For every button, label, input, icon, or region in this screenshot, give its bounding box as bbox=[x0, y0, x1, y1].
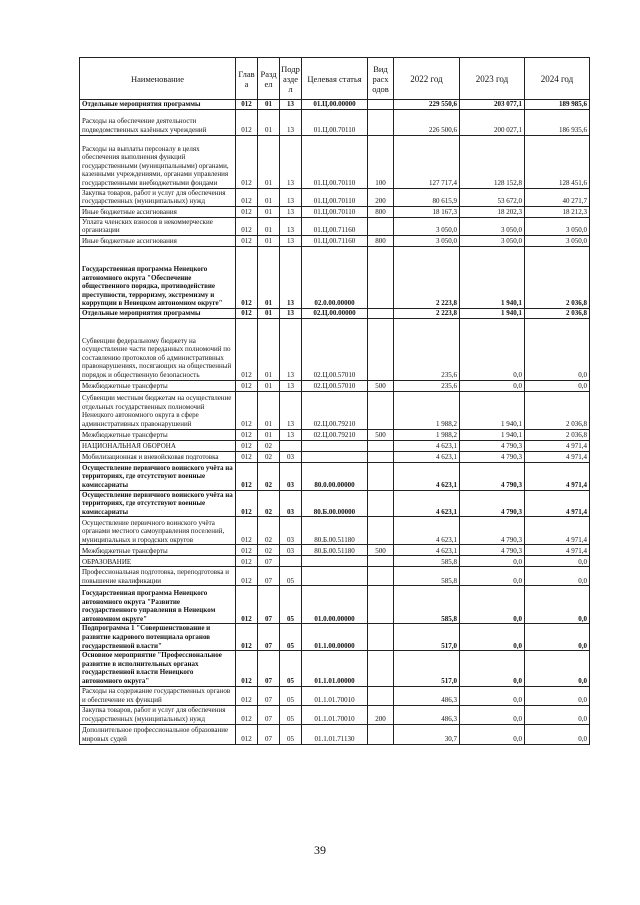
row-razdel: 02 bbox=[258, 490, 280, 517]
row-article: 02.0.00.00000 bbox=[302, 246, 368, 308]
row-2023: 1 940,1 bbox=[460, 429, 525, 440]
row-razdel: 01 bbox=[258, 391, 280, 429]
row-vid bbox=[368, 567, 394, 586]
table-row bbox=[80, 188, 590, 206]
page-number: 39 bbox=[314, 843, 326, 857]
header-podrazdel: Подр азде л bbox=[280, 58, 302, 100]
row-article: 01.Ц.00.70110 bbox=[302, 135, 368, 188]
row-article: 01.1.00.00000 bbox=[302, 624, 368, 651]
table-row bbox=[80, 462, 590, 490]
row-vid bbox=[368, 490, 394, 517]
row-razdel: 01 bbox=[258, 217, 280, 235]
row-podrazdel: 13 bbox=[280, 235, 302, 246]
row-razdel: 01 bbox=[258, 429, 280, 440]
row-2023: 3 050,0 bbox=[460, 217, 525, 235]
row-podrazdel: 13 bbox=[280, 391, 302, 429]
row-vid bbox=[368, 556, 394, 567]
row-vid bbox=[368, 308, 394, 318]
row-vid bbox=[368, 586, 394, 624]
row-vid bbox=[368, 217, 394, 235]
row-glava: 012 bbox=[236, 651, 258, 686]
row-article: 01.1.01.71130 bbox=[302, 724, 368, 744]
row-name: Межбюджетные трансферты bbox=[80, 429, 236, 440]
row-2023: 4 790,3 bbox=[460, 451, 525, 462]
row-2022: 30,7 bbox=[394, 724, 460, 744]
row-2024: 2 036,8 bbox=[525, 429, 590, 440]
row-2022: 585,8 bbox=[394, 586, 460, 624]
row-name: НАЦИОНАЛЬНАЯ ОБОРОНА bbox=[80, 440, 236, 451]
row-razdel: 07 bbox=[258, 556, 280, 567]
row-podrazdel: 13 bbox=[280, 318, 302, 380]
row-name: Государственная программа Ненецкого автономного округа "Развитие государственного управления в Ненецком автономном округе" bbox=[80, 586, 236, 624]
header-2023: 2023 год bbox=[460, 58, 525, 100]
row-vid bbox=[368, 246, 394, 308]
row-name: Осуществление первичного воинского учёта органами местного самоуправления поселений, муниципальных и городских округов bbox=[80, 517, 236, 545]
row-razdel: 07 bbox=[258, 567, 280, 586]
row-razdel: 07 bbox=[258, 686, 280, 705]
row-2023: 1 940,1 bbox=[460, 308, 525, 318]
row-2023: 4 790,3 bbox=[460, 517, 525, 545]
row-2023: 0,0 bbox=[460, 651, 525, 686]
row-2024: 40 271,7 bbox=[525, 188, 590, 206]
row-2023: 0,0 bbox=[460, 556, 525, 567]
table-row bbox=[80, 235, 590, 246]
row-name: Субвенции федеральному бюджету на осуществление части переданных полномочий по составлению протоколов об административных правонарушениях, посягающих на общественный порядок и общественную безопасность bbox=[80, 318, 236, 380]
row-article bbox=[302, 451, 368, 462]
row-vid: 500 bbox=[368, 380, 394, 391]
row-2022: 517,0 bbox=[394, 651, 460, 686]
row-podrazdel: 03 bbox=[280, 517, 302, 545]
row-podrazdel: 03 bbox=[280, 545, 302, 556]
row-vid: 800 bbox=[368, 206, 394, 217]
table-row bbox=[80, 567, 590, 586]
row-article: 01.1.01.70010 bbox=[302, 686, 368, 705]
row-article: 02.Ц.00.79210 bbox=[302, 391, 368, 429]
table-row bbox=[80, 380, 590, 391]
row-2023: 0,0 bbox=[460, 686, 525, 705]
row-name: Межбюджетные трансферты bbox=[80, 380, 236, 391]
row-razdel: 02 bbox=[258, 517, 280, 545]
row-2022: 229 550,6 bbox=[394, 100, 460, 110]
row-article: 02.Ц.00.79210 bbox=[302, 429, 368, 440]
row-2024: 3 050,0 bbox=[525, 217, 590, 235]
row-2024: 189 985,6 bbox=[525, 100, 590, 110]
row-2022: 18 167,3 bbox=[394, 206, 460, 217]
row-article: 02.Ц.00.57010 bbox=[302, 318, 368, 380]
row-2023: 3 050,0 bbox=[460, 235, 525, 246]
row-2023: 0,0 bbox=[460, 705, 525, 724]
row-2024: 128 451,6 bbox=[525, 135, 590, 188]
row-name: Расходы на обеспечение деятельности подведомственных казённых учреждений bbox=[80, 109, 236, 135]
row-2023: 53 672,0 bbox=[460, 188, 525, 206]
row-2022: 517,0 bbox=[394, 624, 460, 651]
row-glava: 012 bbox=[236, 206, 258, 217]
row-2022: 2 223,8 bbox=[394, 308, 460, 318]
row-razdel: 01 bbox=[258, 109, 280, 135]
row-2022: 4 623,1 bbox=[394, 451, 460, 462]
row-podrazdel: 03 bbox=[280, 490, 302, 517]
row-name: Осуществление первичного воинского учёта на территориях, где отсутствуют военные комиссариаты bbox=[80, 490, 236, 517]
header-2024: 2024 год bbox=[525, 58, 590, 100]
table-row bbox=[80, 586, 590, 624]
row-name: Осуществление первичного воинского учёта на территориях, где отсутствуют военные комиссариаты bbox=[80, 462, 236, 490]
row-name: Расходы на содержание государственных органов и обеспечение их функций bbox=[80, 686, 236, 705]
row-glava: 012 bbox=[236, 109, 258, 135]
row-razdel: 07 bbox=[258, 705, 280, 724]
row-name: Основное мероприятие "Профессиональное развитие в исполнительных органах государственной власти Ненецкого автономного округа" bbox=[80, 651, 236, 686]
row-vid bbox=[368, 440, 394, 451]
row-2023: 0,0 bbox=[460, 380, 525, 391]
row-vid: 200 bbox=[368, 705, 394, 724]
row-2024: 0,0 bbox=[525, 686, 590, 705]
row-article: 80.Б.00.51180 bbox=[302, 517, 368, 545]
row-article: 01.1.01.00000 bbox=[302, 651, 368, 686]
row-glava: 012 bbox=[236, 462, 258, 490]
table-row bbox=[80, 724, 590, 744]
row-name: Иные бюджетные ассигнования bbox=[80, 235, 236, 246]
row-podrazdel bbox=[280, 556, 302, 567]
row-podrazdel: 13 bbox=[280, 135, 302, 188]
row-glava: 012 bbox=[236, 318, 258, 380]
row-razdel: 02 bbox=[258, 440, 280, 451]
row-name: Мобилизационная и вневойсковая подготовка bbox=[80, 451, 236, 462]
row-2023: 4 790,3 bbox=[460, 440, 525, 451]
row-vid bbox=[368, 100, 394, 110]
row-razdel: 01 bbox=[258, 188, 280, 206]
row-podrazdel: 05 bbox=[280, 586, 302, 624]
table-row bbox=[80, 705, 590, 724]
row-vid bbox=[368, 462, 394, 490]
row-article: 01.0.00.00000 bbox=[302, 586, 368, 624]
row-podrazdel: 05 bbox=[280, 724, 302, 744]
row-2022: 127 717,4 bbox=[394, 135, 460, 188]
row-2024: 0,0 bbox=[525, 556, 590, 567]
row-2023: 0,0 bbox=[460, 567, 525, 586]
row-podrazdel: 13 bbox=[280, 206, 302, 217]
row-glava: 012 bbox=[236, 308, 258, 318]
row-2022: 3 050,0 bbox=[394, 235, 460, 246]
row-razdel: 07 bbox=[258, 624, 280, 651]
row-glava: 012 bbox=[236, 567, 258, 586]
row-razdel: 01 bbox=[258, 380, 280, 391]
row-glava: 012 bbox=[236, 246, 258, 308]
row-2022: 235,6 bbox=[394, 380, 460, 391]
row-2024: 0,0 bbox=[525, 624, 590, 651]
row-2022: 4 623,1 bbox=[394, 545, 460, 556]
row-vid bbox=[368, 517, 394, 545]
table-row bbox=[80, 135, 590, 188]
row-2023: 1 940,1 bbox=[460, 246, 525, 308]
row-razdel: 02 bbox=[258, 545, 280, 556]
row-2022: 4 623,1 bbox=[394, 440, 460, 451]
row-name: Межбюджетные трансферты bbox=[80, 545, 236, 556]
row-glava: 012 bbox=[236, 451, 258, 462]
row-2024: 3 050,0 bbox=[525, 235, 590, 246]
row-2022: 4 623,1 bbox=[394, 490, 460, 517]
table-body bbox=[80, 100, 590, 745]
row-razdel: 07 bbox=[258, 586, 280, 624]
row-glava: 012 bbox=[236, 235, 258, 246]
row-name: Закупка товаров, работ и услуг для обеспечения государственных (муниципальных) нужд bbox=[80, 188, 236, 206]
row-glava: 012 bbox=[236, 545, 258, 556]
row-glava: 012 bbox=[236, 135, 258, 188]
row-name: Государственная программа Ненецкого автономного округа "Обеспечение общественного порядка, противодействие преступности, терроризму, экстремизму и коррупции в Ненецком автономном округе" bbox=[80, 246, 236, 308]
row-2024: 4 971,4 bbox=[525, 517, 590, 545]
row-vid: 100 bbox=[368, 135, 394, 188]
header-vid: Вид расх одов bbox=[368, 58, 394, 100]
header-glava: Глав а bbox=[236, 58, 258, 100]
table-row bbox=[80, 429, 590, 440]
row-2023: 0,0 bbox=[460, 318, 525, 380]
row-article: 01.Ц.00.70110 bbox=[302, 188, 368, 206]
row-article: 01.Ц.00.00000 bbox=[302, 100, 368, 110]
row-2024: 0,0 bbox=[525, 724, 590, 744]
table-row bbox=[80, 545, 590, 556]
row-2024: 0,0 bbox=[525, 586, 590, 624]
row-2024: 2 036,8 bbox=[525, 391, 590, 429]
row-podrazdel: 13 bbox=[280, 100, 302, 110]
row-2024: 0,0 bbox=[525, 705, 590, 724]
row-vid bbox=[368, 451, 394, 462]
row-podrazdel: 13 bbox=[280, 109, 302, 135]
row-razdel: 02 bbox=[258, 462, 280, 490]
row-2023: 4 790,3 bbox=[460, 490, 525, 517]
row-2022: 1 988,2 bbox=[394, 429, 460, 440]
row-2023: 1 940,1 bbox=[460, 391, 525, 429]
table-row bbox=[80, 651, 590, 686]
row-glava: 012 bbox=[236, 490, 258, 517]
row-2024: 0,0 bbox=[525, 318, 590, 380]
row-2022: 486,3 bbox=[394, 686, 460, 705]
row-article bbox=[302, 556, 368, 567]
row-podrazdel: 03 bbox=[280, 462, 302, 490]
row-glava: 012 bbox=[236, 429, 258, 440]
row-vid bbox=[368, 686, 394, 705]
table-row bbox=[80, 490, 590, 517]
row-article: 80.Б.00.00000 bbox=[302, 490, 368, 517]
table-row bbox=[80, 391, 590, 429]
table-row bbox=[80, 100, 590, 110]
header-name: Наименование bbox=[80, 58, 236, 100]
row-glava: 012 bbox=[236, 217, 258, 235]
row-article: 01.1.01.70010 bbox=[302, 705, 368, 724]
row-podrazdel bbox=[280, 440, 302, 451]
row-article bbox=[302, 567, 368, 586]
row-2022: 486,3 bbox=[394, 705, 460, 724]
table-row bbox=[80, 517, 590, 545]
row-razdel: 07 bbox=[258, 651, 280, 686]
row-article: 80.0.00.00000 bbox=[302, 462, 368, 490]
row-glava: 012 bbox=[236, 686, 258, 705]
row-2022: 235,6 bbox=[394, 318, 460, 380]
row-article bbox=[302, 440, 368, 451]
row-glava: 012 bbox=[236, 440, 258, 451]
row-2022: 585,8 bbox=[394, 556, 460, 567]
row-name: Закупка товаров, работ и услуг для обеспечения государственных (муниципальных) нужд bbox=[80, 705, 236, 724]
row-2022: 80 615,9 bbox=[394, 188, 460, 206]
row-2024: 4 971,4 bbox=[525, 545, 590, 556]
row-podrazdel: 05 bbox=[280, 705, 302, 724]
row-article: 80.Б.00.51180 bbox=[302, 545, 368, 556]
row-2024: 2 036,8 bbox=[525, 308, 590, 318]
row-article: 02.Ц.00.57010 bbox=[302, 380, 368, 391]
row-article: 01.Ц.00.70110 bbox=[302, 206, 368, 217]
table-row bbox=[80, 308, 590, 318]
row-razdel: 07 bbox=[258, 724, 280, 744]
row-vid: 200 bbox=[368, 188, 394, 206]
row-2022: 2 223,8 bbox=[394, 246, 460, 308]
row-name: Дополнительное профессиональное образование мировых судей bbox=[80, 724, 236, 744]
row-razdel: 01 bbox=[258, 308, 280, 318]
row-2022: 1 988,2 bbox=[394, 391, 460, 429]
row-vid: 800 bbox=[368, 235, 394, 246]
row-name: Профессиональная подготовка, переподготовка и повышение квалификации bbox=[80, 567, 236, 586]
row-2022: 4 623,1 bbox=[394, 517, 460, 545]
row-2024: 0,0 bbox=[525, 380, 590, 391]
row-2023: 0,0 bbox=[460, 624, 525, 651]
table-row bbox=[80, 206, 590, 217]
row-razdel: 02 bbox=[258, 451, 280, 462]
table-row bbox=[80, 440, 590, 451]
row-2024: 186 935,6 bbox=[525, 109, 590, 135]
row-podrazdel: 13 bbox=[280, 308, 302, 318]
row-2024: 0,0 bbox=[525, 567, 590, 586]
row-2022: 226 500,6 bbox=[394, 109, 460, 135]
header-2022: 2022 год bbox=[394, 58, 460, 100]
row-article: 01.Ц.00.70110 bbox=[302, 109, 368, 135]
row-podrazdel: 05 bbox=[280, 567, 302, 586]
row-razdel: 01 bbox=[258, 100, 280, 110]
table-row bbox=[80, 686, 590, 705]
row-vid bbox=[368, 109, 394, 135]
row-vid bbox=[368, 318, 394, 380]
row-article: 01.Ц.00.71160 bbox=[302, 235, 368, 246]
row-vid bbox=[368, 391, 394, 429]
row-glava: 012 bbox=[236, 586, 258, 624]
row-razdel: 01 bbox=[258, 235, 280, 246]
table-row bbox=[80, 109, 590, 135]
row-razdel: 01 bbox=[258, 135, 280, 188]
row-article: 02.Ц.00.00000 bbox=[302, 308, 368, 318]
row-vid: 500 bbox=[368, 545, 394, 556]
row-razdel: 01 bbox=[258, 318, 280, 380]
row-podrazdel: 13 bbox=[280, 429, 302, 440]
row-glava: 012 bbox=[236, 517, 258, 545]
row-podrazdel: 13 bbox=[280, 246, 302, 308]
row-2024: 18 212,3 bbox=[525, 206, 590, 217]
row-name: Отдельные мероприятия программы bbox=[80, 100, 236, 110]
row-vid bbox=[368, 624, 394, 651]
row-razdel: 01 bbox=[258, 206, 280, 217]
row-2023: 4 790,3 bbox=[460, 545, 525, 556]
row-2022: 4 623,1 bbox=[394, 462, 460, 490]
row-podrazdel: 03 bbox=[280, 451, 302, 462]
row-glava: 012 bbox=[236, 380, 258, 391]
row-podrazdel: 05 bbox=[280, 686, 302, 705]
header-article: Целевая статья bbox=[302, 58, 368, 100]
row-glava: 012 bbox=[236, 705, 258, 724]
table-row bbox=[80, 217, 590, 235]
table-row bbox=[80, 318, 590, 380]
row-2024: 2 036,8 bbox=[525, 246, 590, 308]
row-name: Уплата членских взносов в некоммерческие организации bbox=[80, 217, 236, 235]
row-name: Расходы на выплаты персоналу в целях обеспечения выполнения функций государственными (муниципальными) органами, казенными учреждениями, органами управления государственными внебюджетными фондами bbox=[80, 135, 236, 188]
row-2022: 585,8 bbox=[394, 567, 460, 586]
row-podrazdel: 13 bbox=[280, 217, 302, 235]
row-glava: 012 bbox=[236, 391, 258, 429]
row-razdel: 01 bbox=[258, 246, 280, 308]
row-name: ОБРАЗОВАНИЕ bbox=[80, 556, 236, 567]
budget-table bbox=[79, 57, 590, 745]
row-name: Подпрограмма 1 "Совершенствование и развитие кадрового потенциала органов государственной власти" bbox=[80, 624, 236, 651]
table-row bbox=[80, 451, 590, 462]
row-glava: 012 bbox=[236, 100, 258, 110]
row-vid bbox=[368, 651, 394, 686]
row-2024: 4 971,4 bbox=[525, 451, 590, 462]
row-2023: 0,0 bbox=[460, 724, 525, 744]
row-2024: 4 971,4 bbox=[525, 462, 590, 490]
row-podrazdel: 05 bbox=[280, 651, 302, 686]
row-2022: 3 050,0 bbox=[394, 217, 460, 235]
row-2023: 200 027,1 bbox=[460, 109, 525, 135]
header-row bbox=[80, 58, 590, 100]
row-2023: 18 202,3 bbox=[460, 206, 525, 217]
row-2023: 0,0 bbox=[460, 586, 525, 624]
row-podrazdel: 13 bbox=[280, 188, 302, 206]
table-row bbox=[80, 556, 590, 567]
table-row bbox=[80, 246, 590, 308]
row-name: Отдельные мероприятия программы bbox=[80, 308, 236, 318]
row-name: Субвенции местным бюджетам на осуществление отдельных государственных полномочий Ненецкого автономного округа в сфере административных правонарушений bbox=[80, 391, 236, 429]
row-2023: 128 152,8 bbox=[460, 135, 525, 188]
row-vid: 500 bbox=[368, 429, 394, 440]
row-2024: 4 971,4 bbox=[525, 490, 590, 517]
row-vid bbox=[368, 724, 394, 744]
row-name: Иные бюджетные ассигнования bbox=[80, 206, 236, 217]
row-podrazdel: 05 bbox=[280, 624, 302, 651]
row-glava: 012 bbox=[236, 556, 258, 567]
row-2024: 4 971,4 bbox=[525, 440, 590, 451]
row-glava: 012 bbox=[236, 188, 258, 206]
row-2024: 0,0 bbox=[525, 651, 590, 686]
header-razdel: Разд ел bbox=[258, 58, 280, 100]
table-row bbox=[80, 624, 590, 651]
row-podrazdel: 13 bbox=[280, 380, 302, 391]
row-article: 01.Ц.00.71160 bbox=[302, 217, 368, 235]
row-glava: 012 bbox=[236, 724, 258, 744]
row-2023: 203 077,1 bbox=[460, 100, 525, 110]
row-glava: 012 bbox=[236, 624, 258, 651]
row-2023: 4 790,3 bbox=[460, 462, 525, 490]
